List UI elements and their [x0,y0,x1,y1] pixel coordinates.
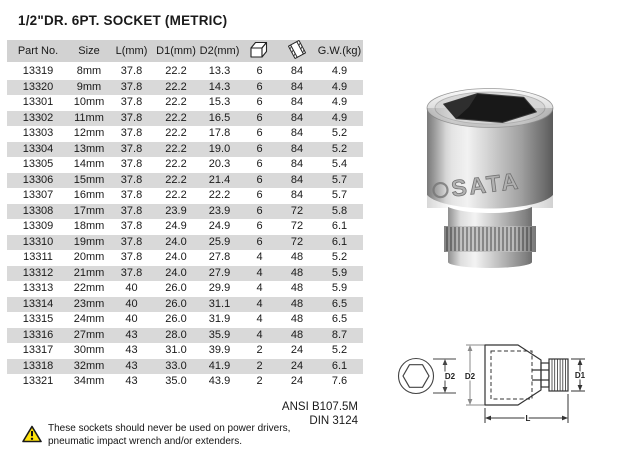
table-cell: 5.7 [331,173,348,186]
table-cell: 6 [256,80,263,93]
table-cell: 22.2 [165,65,187,77]
table-cell: 6 [256,96,263,108]
table-cell: 37.8 [120,189,143,201]
table-cell: 84 [290,173,304,186]
table-cell: 4 [256,282,263,294]
table-cell: 13311 [23,251,53,263]
table-cell: 5.9 [331,266,348,279]
table-cell: 37.8 [120,235,143,248]
table-cell: 6 [256,173,263,186]
table-cell: 5.4 [331,158,348,170]
table-cell: 4 [256,251,263,263]
table-cell: 20mm [73,251,105,263]
table-row [7,359,363,375]
col-header-d2: D2(mm) [198,40,241,63]
table-cell: 17mm [73,204,105,217]
socket-spec-table [7,40,363,390]
table-cell: 13302 [22,111,54,124]
col-header-carton [278,40,316,63]
table-cell: 15mm [73,173,105,186]
label-d2-side: D2 [464,372,476,381]
table-cell: 72 [290,220,304,232]
table-cell: 13315 [22,313,54,325]
table-row [7,250,363,266]
table-cell: 5.2 [331,127,348,139]
table-cell: 84 [290,65,304,77]
table-cell: 13mm [73,142,105,155]
table-cell: 6.5 [331,313,348,325]
table-cell: 5.7 [331,189,348,201]
table-cell: 40 [125,282,138,294]
table-cell: 30mm [73,344,105,356]
warning-line-1: These sockets should never be used on power drivers, [48,423,291,434]
table-cell: 13301 [22,96,54,108]
col-header-inner-box [241,40,278,63]
table-cell: 6 [256,111,263,124]
spec-table-body [7,63,363,390]
table-cell: 14mm [73,158,105,170]
table-row [7,281,363,297]
table-cell: 24 [290,344,304,356]
table-cell: 2 [256,344,263,356]
table-cell: 19mm [73,235,105,248]
table-row [7,204,363,220]
table-row [7,173,363,189]
table-cell: 6 [256,65,263,77]
table-cell: 31.0 [165,344,187,356]
table-cell: 37.8 [120,158,143,170]
table-cell: 31.1 [208,297,231,310]
table-cell: 11mm [74,111,104,124]
table-cell: 48 [290,251,304,263]
table-row [7,126,363,142]
table-cell: 20.3 [208,158,231,170]
table-cell: 13313 [22,282,54,294]
table-cell: 4 [256,313,263,325]
table-cell: 13309 [22,220,54,232]
table-cell: 5.2 [331,142,348,155]
side-view-outline [485,345,568,405]
table-cell: 5.8 [331,204,348,217]
table-cell: 9mm [76,80,102,93]
table-cell: 8mm [76,65,102,77]
table-cell: 48 [290,313,304,325]
table-cell: 13318 [22,359,54,372]
brand-text: SATA [449,167,522,202]
table-cell: 27mm [73,328,105,341]
table-cell: 22.2 [165,173,187,186]
table-cell: 4.9 [331,65,348,77]
table-cell: 43 [125,375,138,387]
table-cell: 13321 [22,375,54,387]
table-cell: 6 [256,220,263,232]
table-cell: 84 [290,96,304,108]
table-cell: 84 [290,111,304,124]
inner-box-icon [249,41,271,59]
col-header-part-no: Part No. [7,40,69,63]
table-cell: 35.0 [165,375,187,387]
table-cell: 39.9 [208,344,231,356]
table-cell: 27.8 [208,251,231,263]
warning-note [22,423,290,448]
table-cell: 26.0 [165,313,187,325]
table-cell: 41.9 [208,359,231,372]
table-cell: 19.0 [208,142,231,155]
table-cell: 6.1 [331,220,348,232]
table-cell: 6.1 [331,359,348,372]
table-cell: 13310 [22,235,54,248]
table-cell: 2 [256,359,263,372]
table-cell: 48 [290,266,304,279]
table-cell: 40 [125,313,138,325]
table-cell: 13317 [22,344,54,356]
table-cell: 17.8 [208,127,231,139]
carton-icon [286,40,308,59]
table-cell: 84 [290,127,304,139]
table-row [7,111,363,127]
table-cell: 4 [256,328,263,341]
table-cell: 37.8 [120,204,143,217]
table-cell: 2 [256,375,263,387]
table-cell: 22.2 [165,127,187,139]
table-cell: 6 [256,235,263,248]
table-cell: 22.2 [165,189,187,201]
table-cell: 37.8 [120,127,143,139]
table-cell: 4.9 [331,96,348,108]
table-cell: 48 [290,297,304,310]
table-row [7,266,363,282]
table-cell: 4 [256,266,263,279]
table-cell: 22mm [73,282,105,294]
table-cell: 24.0 [165,266,187,279]
standard-ansi: ANSI B107.5M [281,401,358,413]
side-view-hidden-lines [491,351,532,399]
standard-din: DIN 3124 [309,415,358,427]
label-l: L [525,414,531,423]
table-cell: 43 [125,344,138,356]
warning-line-2: pneumatic impact wrench and/or extenders. [48,435,242,447]
table-cell: 13306 [22,173,54,186]
table-cell: 32mm [73,359,105,372]
table-cell: 22.2 [165,158,187,170]
warning-icon [22,425,42,443]
table-cell: 5.2 [331,251,348,263]
table-row [7,95,363,111]
table-cell: 37.8 [120,96,143,108]
label-d2-front: D2 [444,372,456,381]
table-cell: 13.3 [208,65,231,77]
table-cell: 15.3 [208,96,231,108]
table-cell: 6 [256,127,263,139]
table-cell: 10mm [73,96,105,108]
table-cell: 13307 [22,189,54,201]
table-cell: 35.9 [208,328,231,341]
table-cell: 24 [290,359,304,372]
table-cell: 24.9 [165,220,187,232]
table-cell: 13308 [22,204,54,217]
table-cell: 43 [125,359,138,372]
table-cell: 34mm [73,375,105,387]
table-cell: 37.8 [120,173,143,186]
table-cell: 13312 [22,266,54,279]
socket-product-photo [424,85,556,269]
table-cell: 37.8 [120,266,143,279]
table-cell: 4.9 [331,80,348,93]
table-cell: 48 [290,282,304,294]
table-row [7,235,363,251]
table-cell: 43.9 [208,375,231,387]
table-cell: 23.9 [208,204,231,217]
table-cell: 84 [290,142,304,155]
table-cell: 6 [256,158,263,170]
table-row [7,188,363,204]
page-title: 1/2"DR. 6PT. SOCKET (METRIC) [18,13,228,28]
table-cell: 6 [256,189,263,201]
table-cell: 29.9 [208,282,231,294]
table-row [7,63,363,80]
table-cell: 72 [290,204,304,217]
front-view-circle [399,359,434,394]
table-cell: 16mm [73,189,105,201]
table-cell: 37.8 [120,65,143,77]
table-cell: 24 [290,375,304,387]
table-cell: 84 [290,158,304,170]
table-cell: 37.8 [120,251,143,263]
table-cell: 26.0 [165,297,187,310]
table-cell: 24.0 [165,251,187,263]
warning-text [48,423,290,448]
table-cell: 13303 [22,127,54,139]
col-header-d1: D1(mm) [154,40,198,63]
table-cell: 37.8 [120,111,143,124]
table-cell: 14.3 [208,80,231,93]
table-cell: 40 [125,297,138,310]
table-row [7,80,363,96]
table-row [7,374,363,390]
table-cell: 22.2 [165,142,187,155]
table-cell: 13320 [22,80,54,93]
table-row [7,328,363,344]
table-cell: 7.6 [331,375,348,387]
table-cell: 24.0 [165,235,187,248]
table-cell: 22.2 [165,80,187,93]
table-cell: 13316 [22,328,54,341]
table-cell: 37.8 [120,220,143,232]
col-header-l: L(mm) [109,40,154,63]
table-cell: 26.0 [165,282,187,294]
table-row [7,343,363,359]
table-cell: 4 [256,297,263,310]
table-cell: 12mm [73,127,105,139]
table-cell: 6 [256,204,263,217]
table-cell: 27.9 [208,266,231,279]
dimension-diagram [392,330,641,435]
table-cell: 24mm [73,313,105,325]
table-cell: 16.5 [208,111,231,124]
table-cell: 33.0 [165,359,187,372]
col-header-gw: G.W.(kg) [316,40,363,63]
table-row [7,312,363,328]
table-cell: 28.0 [165,328,187,341]
label-d1: D1 [574,371,586,380]
table-cell: 6 [256,142,263,155]
front-view-hexagon [403,365,429,388]
table-cell: 37.8 [120,142,143,155]
table-cell: 8.7 [331,328,348,341]
table-cell: 84 [290,80,304,93]
table-row [7,142,363,158]
table-cell: 25.9 [208,235,231,248]
table-cell: 31.9 [208,313,231,325]
table-cell: 4.9 [331,111,348,124]
table-cell: 5.2 [331,344,348,356]
table-cell: 13319 [22,65,54,77]
table-cell: 5.9 [331,282,348,294]
table-cell: 13304 [22,142,54,155]
table-cell: 21.4 [208,173,231,186]
table-row [7,297,363,313]
table-cell: 43 [125,328,138,341]
table-cell: 6.1 [331,235,348,248]
table-cell: 22.2 [165,111,187,124]
table-cell: 6.5 [331,297,348,310]
table-cell: 84 [290,189,304,201]
table-cell: 24.9 [208,220,231,232]
table-cell: 13314 [22,297,54,310]
side-view-knurl-lines [552,359,566,391]
col-header-size: Size [69,40,109,63]
table-cell: 21mm [73,266,105,279]
table-row [7,157,363,173]
table-cell: 22.2 [208,189,231,201]
table-cell: 37.8 [120,80,143,93]
table-cell: 48 [290,328,304,341]
table-row [7,219,363,235]
table-header-row [7,40,363,63]
table-cell: 13305 [22,158,54,170]
table-cell: 22.2 [165,96,187,108]
table-cell: 18mm [73,220,105,232]
table-cell: 72 [290,235,304,248]
table-cell: 23mm [73,297,105,310]
table-cell: 23.9 [165,204,187,217]
